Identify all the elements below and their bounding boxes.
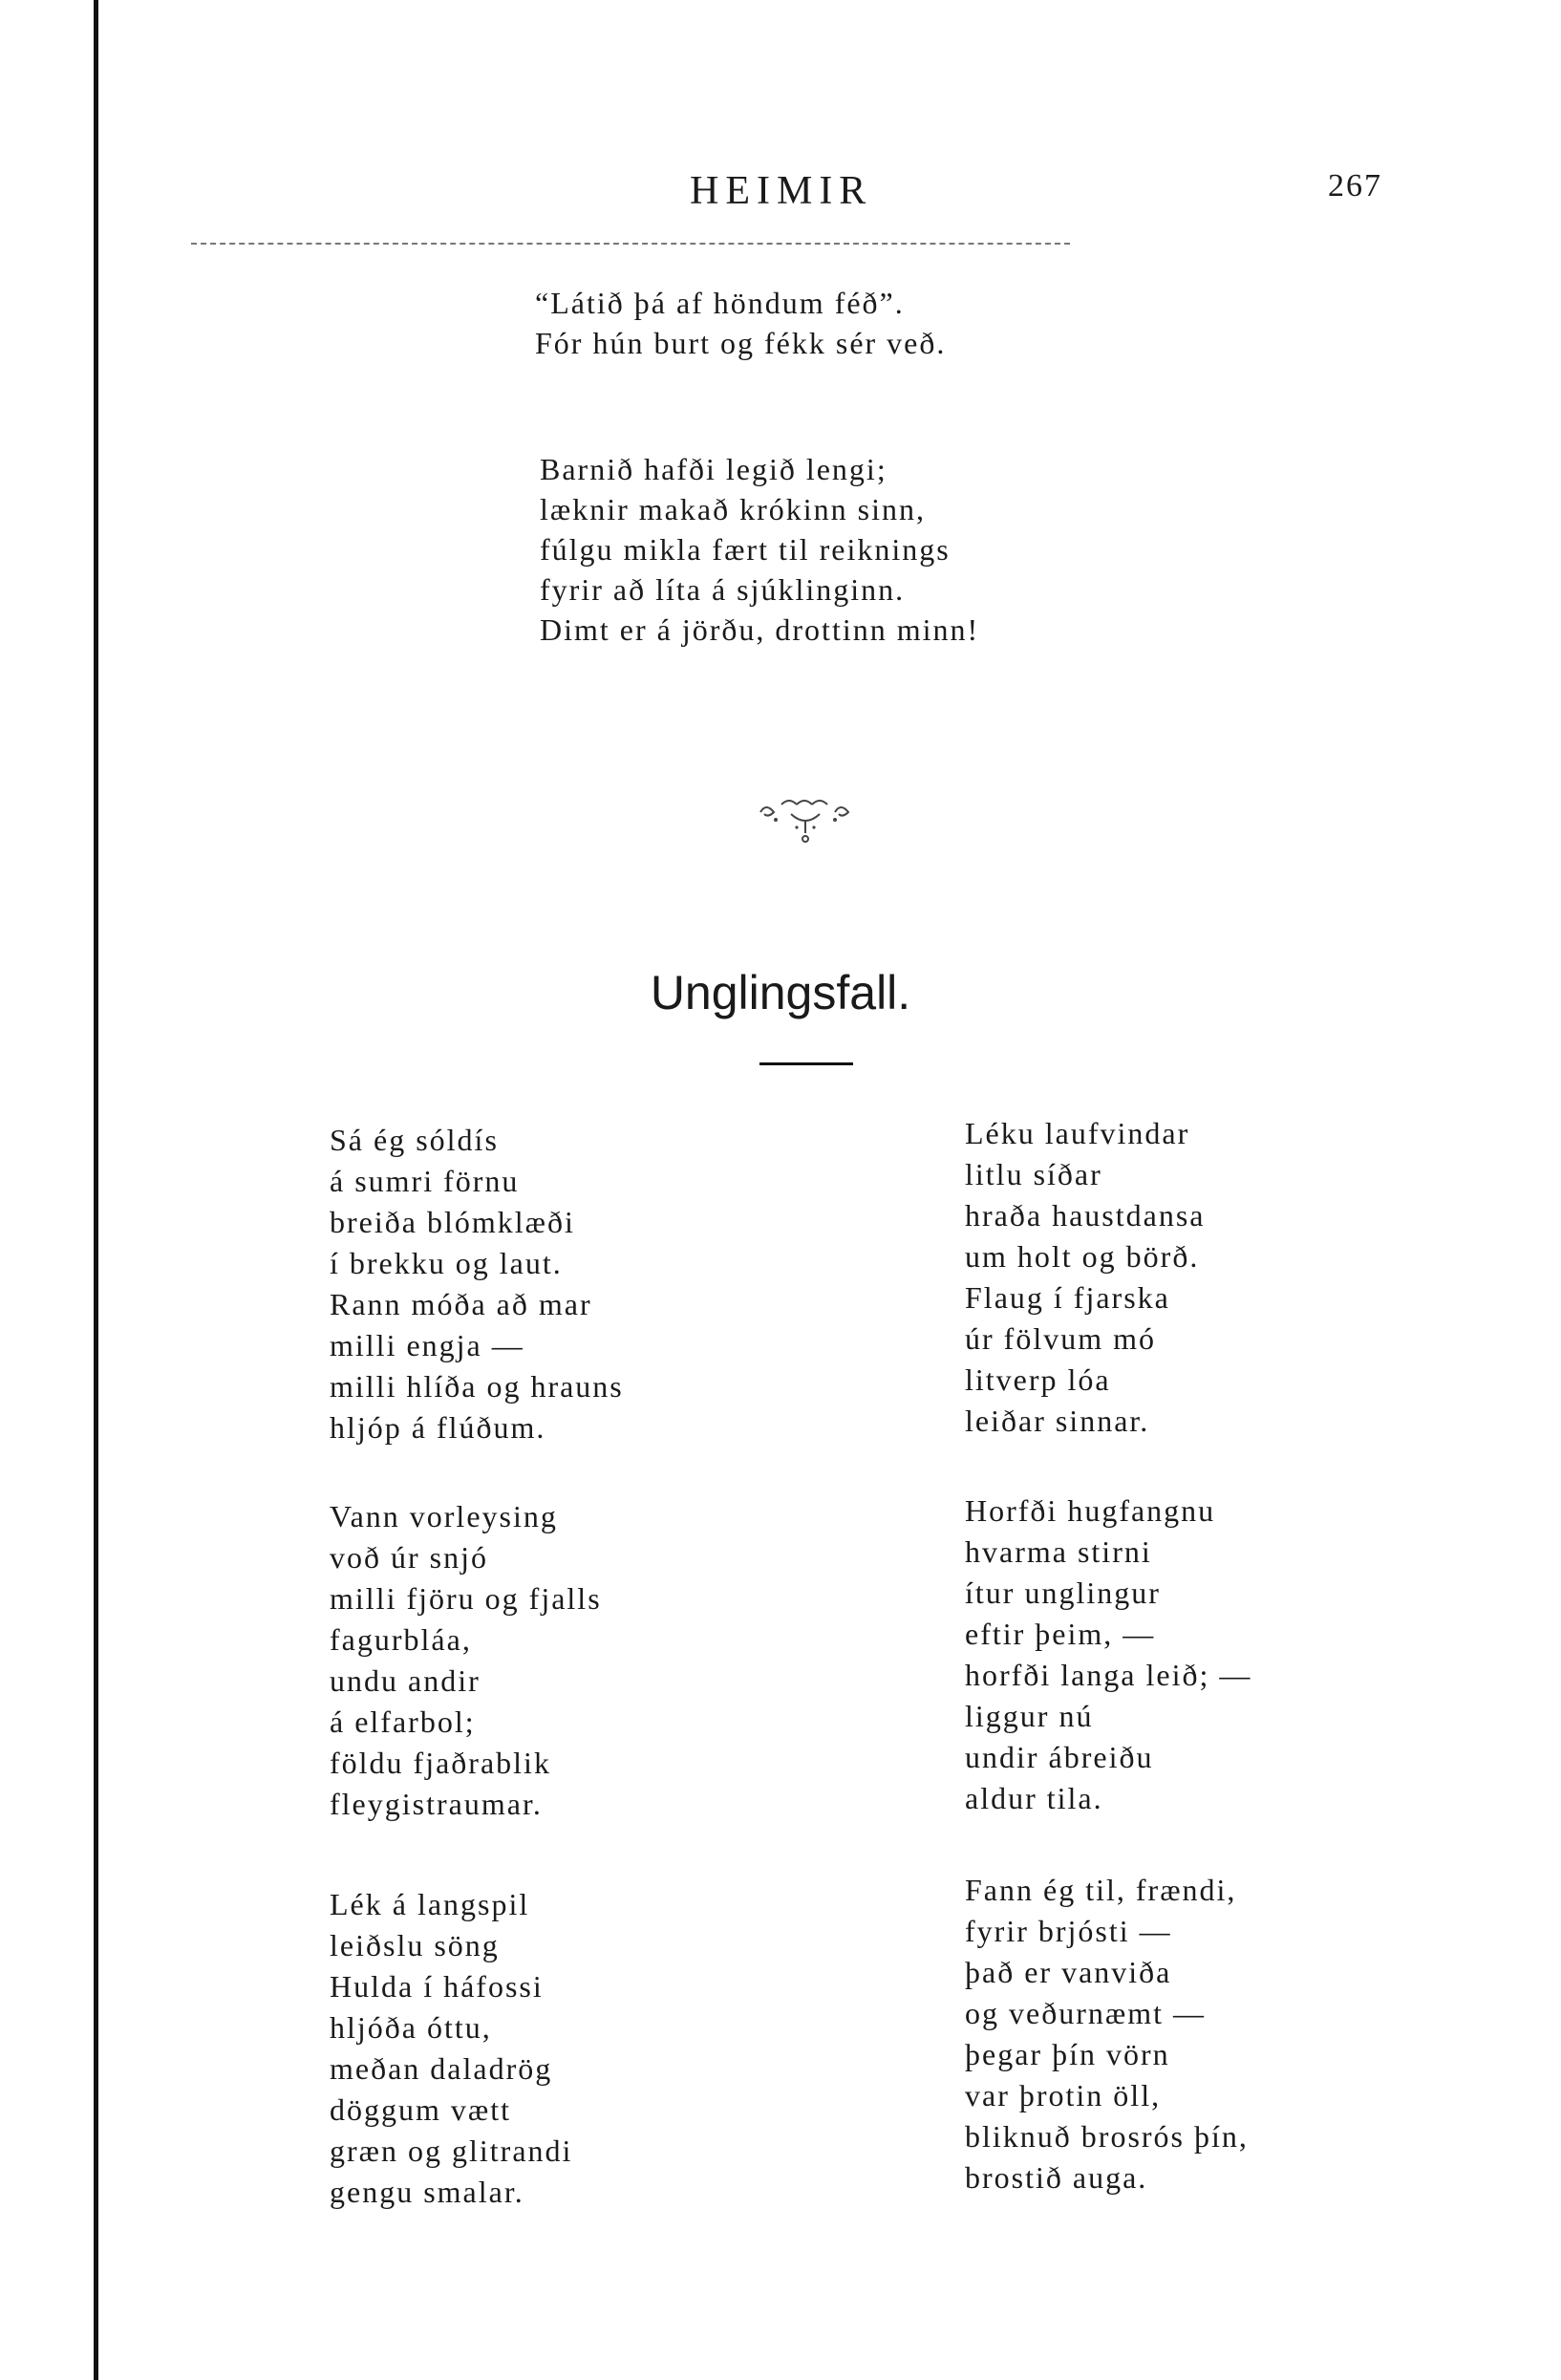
- verse-line: fúlgu mikla fært til reiknings: [540, 532, 951, 567]
- verse-line: hraða haustdansa: [965, 1198, 1206, 1233]
- verse-line: horfði langa leið; —: [965, 1658, 1252, 1692]
- verse-line: fleygistraumar.: [330, 1787, 543, 1821]
- verse-line: var þrotin öll,: [965, 2078, 1162, 2112]
- verse-line: liggur nú: [965, 1699, 1094, 1733]
- verse-line: græn og glitrandi: [330, 2133, 573, 2168]
- verse-line: um holt og börð.: [965, 1239, 1200, 1274]
- title-rule: [759, 1062, 853, 1065]
- verse-line: hljóða óttu,: [330, 2010, 492, 2045]
- verse-line: á sumri förnu: [330, 1164, 520, 1198]
- verse-line: fagurbláa,: [330, 1622, 472, 1657]
- verse-line: leiðslu söng: [330, 1928, 500, 1962]
- verse-line: bliknuð brosrós þín,: [965, 2119, 1249, 2154]
- prev-poem-stanza-2: [540, 449, 979, 650]
- verse-line: Fór hún burt og fékk sér veð.: [535, 326, 947, 360]
- verse-line: á elfarbol;: [330, 1705, 476, 1739]
- verse-line: Sá ég sóldís: [330, 1123, 499, 1157]
- verse-line: hvarma stirni: [965, 1534, 1152, 1569]
- verse-line: þegar þín vörn: [965, 2037, 1170, 2071]
- page-number: 267: [1328, 168, 1382, 204]
- verse-line: og veðurnæmt —: [965, 1996, 1206, 2030]
- verse-line: brostið auga.: [965, 2160, 1148, 2195]
- verse-line: milli engja —: [330, 1328, 524, 1362]
- verse-line: Léku laufvindar: [965, 1116, 1190, 1150]
- running-head: [0, 168, 1561, 225]
- stanza: [965, 1490, 1251, 1819]
- verse-line: Vann vorleysing: [330, 1499, 558, 1533]
- verse-line: litlu síðar: [965, 1157, 1102, 1191]
- stanza: [965, 1870, 1249, 2198]
- stanza: [330, 1884, 572, 2213]
- poem-title: Unglingsfall.: [650, 966, 911, 1019]
- verse-line: eftir þeim, —: [965, 1617, 1156, 1651]
- verse-line: döggum vætt: [330, 2092, 512, 2127]
- verse-line: það er vanviða: [965, 1955, 1172, 1989]
- verse-line: hljóp á flúðum.: [330, 1410, 546, 1445]
- running-title: HEIMIR: [690, 169, 873, 213]
- verse-line: milli fjöru og fjalls: [330, 1581, 602, 1616]
- verse-line: meðan daladrög: [330, 2051, 553, 2086]
- verse-line: “Látið þá af höndum féð”.: [535, 286, 905, 320]
- verse-line: leiðar sinnar.: [965, 1404, 1150, 1438]
- verse-line: úr fölvum mó: [965, 1321, 1156, 1356]
- verse-line: Rann móða að mar: [330, 1287, 592, 1321]
- page-edge-rule: [94, 0, 98, 2380]
- stanza: [330, 1120, 624, 1448]
- verse-line: undu andir: [330, 1663, 481, 1698]
- verse-line: aldur tila.: [965, 1781, 1103, 1815]
- verse-line: Fann ég til, frændi,: [965, 1873, 1237, 1907]
- verse-line: breiða blómklæði: [330, 1205, 575, 1239]
- verse-line: undir ábreiðu: [965, 1740, 1154, 1774]
- verse-line: gengu smalar.: [330, 2175, 524, 2209]
- prev-poem-stanza-1: [535, 283, 946, 363]
- verse-line: földu fjaðrablik: [330, 1746, 551, 1780]
- verse-line: Flaug í fjarska: [965, 1280, 1170, 1315]
- verse-line: fyrir brjósti —: [965, 1914, 1172, 1948]
- verse-line: í brekku og laut.: [330, 1246, 563, 1280]
- verse-line: voð úr snjó: [330, 1540, 488, 1575]
- verse-line: fyrir að líta á sjúklinginn.: [540, 572, 906, 607]
- verse-line: Hulda í háfossi: [330, 1969, 544, 2004]
- stanza: [965, 1113, 1205, 1442]
- verse-line: milli hlíða og hrauns: [330, 1369, 624, 1404]
- verse-line: Barnið hafði legið lengi;: [540, 452, 887, 486]
- ornament-icon: [753, 791, 858, 848]
- verse-line: Lék á langspil: [330, 1887, 530, 1921]
- verse-line: læknir makað krókinn sinn,: [540, 492, 926, 526]
- verse-line: Dimt er á jörðu, drottinn minn!: [540, 612, 980, 647]
- verse-line: ítur unglingur: [965, 1576, 1161, 1610]
- verse-line: litverp lóa: [965, 1362, 1111, 1397]
- verse-line: Horfði hugfangnu: [965, 1493, 1216, 1528]
- header-rule: [191, 243, 1070, 245]
- stanza: [330, 1496, 602, 1825]
